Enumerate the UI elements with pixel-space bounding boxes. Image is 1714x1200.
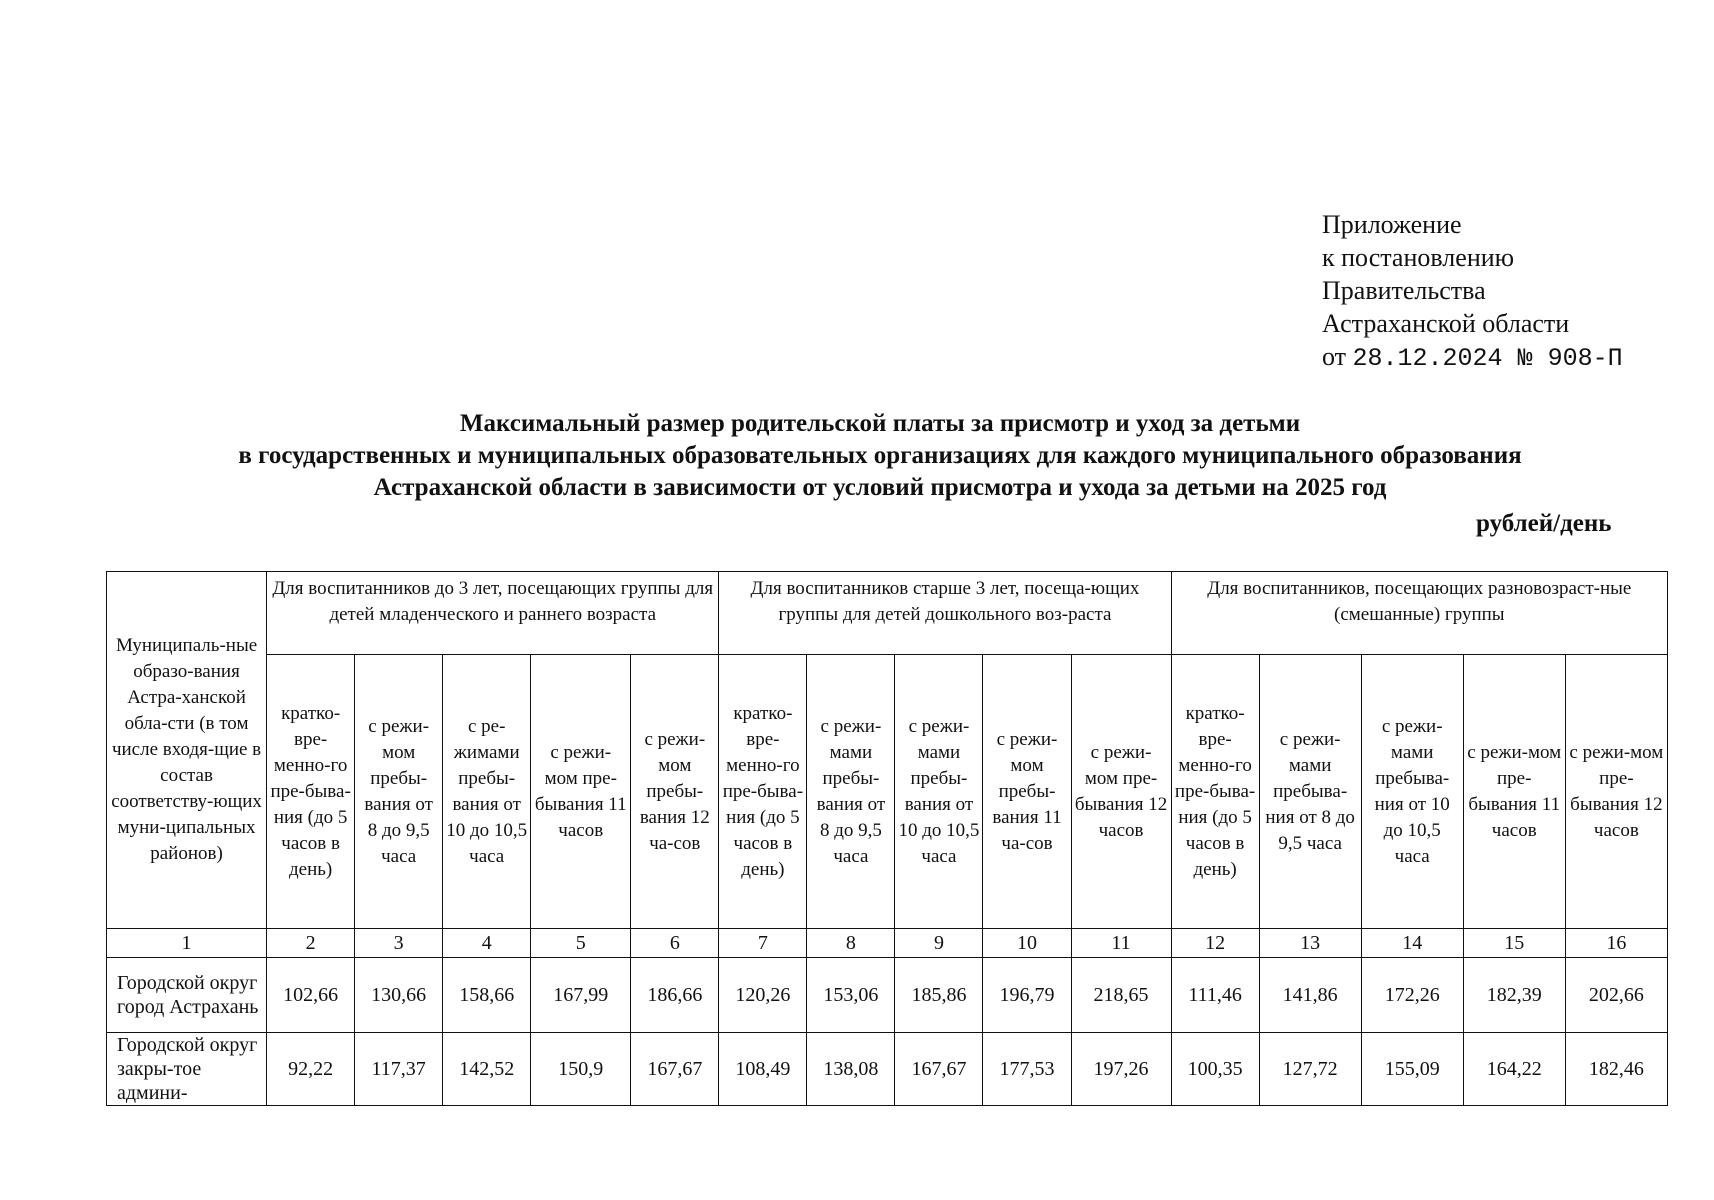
column-number: 8: [807, 929, 895, 958]
document-title: [0, 408, 1714, 504]
appendix-line-2: к постановлению: [1322, 243, 1515, 272]
subheader-cell: с режи-мом пре-бывания 12 часов: [1565, 655, 1667, 929]
group-header-mixed: Для воспитанников, посещающих разновозраст-ные (смешанные) группы: [1171, 572, 1667, 655]
appendix-date: [1322, 340, 1623, 375]
subheader-cell: с режи-мом пребы-вания 11 ча-сов: [983, 655, 1071, 929]
group-header-row: [107, 572, 1668, 655]
fee-cell: 92,22: [267, 1033, 355, 1106]
column-number: 6: [631, 929, 719, 958]
subheader-cell: с режи-мом пре-бывания 11 часов: [531, 655, 631, 929]
municipality-name: Городской округ закры-тое админи-: [107, 1033, 267, 1106]
subheader-cell: с режи-мами пребыва-ния от 8 до 9,5 часа: [1259, 655, 1361, 929]
fee-cell: 100,35: [1171, 1033, 1259, 1106]
fee-cell: 177,53: [983, 1033, 1071, 1106]
fee-cell: 185,86: [895, 958, 983, 1033]
column-number: 3: [355, 929, 443, 958]
subheader-cell: кратко-вре-менно-го пре-быва-ния (до 5 часов в день): [267, 655, 355, 929]
group-header-under-3: Для воспитанников до 3 лет, посещающих группы для детей младенческого и раннего возраста: [267, 572, 719, 655]
column-number: 9: [895, 929, 983, 958]
column-number: 1: [107, 929, 267, 958]
column-number-row: [107, 929, 1668, 958]
fee-cell: 150,9: [531, 1033, 631, 1106]
appendix-block: [1322, 208, 1623, 375]
fee-cell: 108,49: [719, 1033, 807, 1106]
appendix-date-number: 28.12.2024 № 908-П: [1352, 344, 1623, 373]
fee-cell: 164,22: [1463, 1033, 1565, 1106]
title-line-2: в государственных и муниципальных образовательных организациях для каждого муниципального образования: [238, 442, 1522, 469]
column-number: 13: [1259, 929, 1361, 958]
column-number: 4: [443, 929, 531, 958]
fee-cell: 202,66: [1565, 958, 1667, 1033]
fee-cell: 158,66: [443, 958, 531, 1033]
fee-cell: 130,66: [355, 958, 443, 1033]
group-header-over-3: Для воспитанников старше 3 лет, посеща-ющих группы для детей дошкольного воз-раста: [719, 572, 1171, 655]
fee-cell: 117,37: [355, 1033, 443, 1106]
column-number: 7: [719, 929, 807, 958]
subheader-cell: с режи-мом пре-бывания 11 часов: [1463, 655, 1565, 929]
subheader-cell: кратко-вре-менно-го пре-быва-ния (до 5 часов в день): [719, 655, 807, 929]
subheader-row: [107, 655, 1668, 929]
subheader-cell: с ре-жимами пребы-вания от 10 до 10,5 часа: [443, 655, 531, 929]
fee-cell: 120,26: [719, 958, 807, 1033]
fee-cell: 153,06: [807, 958, 895, 1033]
fee-cell: 167,99: [531, 958, 631, 1033]
fee-cell: 167,67: [631, 1033, 719, 1106]
fee-cell: 141,86: [1259, 958, 1361, 1033]
fee-cell: 197,26: [1071, 1033, 1171, 1106]
subheader-cell: с режи-мами пребы-вания от 8 до 9,5 часа: [807, 655, 895, 929]
title-line-3: Астраханской области в зависимости от условий присмотра и ухода за детьми на 2025 год: [373, 474, 1387, 501]
column-number: 12: [1171, 929, 1259, 958]
title-line-1: Максимальный размер родительской платы за присмотр и уход за детьми: [459, 410, 1301, 437]
fee-cell: 142,52: [443, 1033, 531, 1106]
fee-cell: 155,09: [1361, 1033, 1463, 1106]
fee-cell: 182,46: [1565, 1033, 1667, 1106]
column-number: 11: [1071, 929, 1171, 958]
table-row: [107, 958, 1668, 1033]
fee-cell: 102,66: [267, 958, 355, 1033]
subheader-cell: с режи-мами пребы-вания от 10 до 10,5 часа: [895, 655, 983, 929]
subheader-cell: кратко-вре-менно-го пре-быва-ния (до 5 часов в день): [1171, 655, 1259, 929]
subheader-cell: с режи-мами пребыва-ния от 10 до 10,5 часа: [1361, 655, 1463, 929]
fee-cell: 182,39: [1463, 958, 1565, 1033]
fee-cell: 186,66: [631, 958, 719, 1033]
fee-table: [106, 571, 1668, 1106]
appendix-line-1: Приложение: [1322, 210, 1462, 239]
subheader-cell: с режи-мом пре-бывания 12 часов: [1071, 655, 1171, 929]
subheader-cell: с режи-мом пребы-вания от 8 до 9,5 часа: [355, 655, 443, 929]
fee-cell: 138,08: [807, 1033, 895, 1106]
units-label: рублей/день: [1476, 510, 1612, 537]
fee-cell: 218,65: [1071, 958, 1171, 1033]
column-number: 10: [983, 929, 1071, 958]
fee-cell: 167,67: [895, 1033, 983, 1106]
appendix-line-4: Астраханской области: [1322, 309, 1570, 338]
column-number: 14: [1361, 929, 1463, 958]
appendix-line-3: Правительства: [1322, 276, 1486, 305]
column-number: 2: [267, 929, 355, 958]
fee-cell: 111,46: [1171, 958, 1259, 1033]
column-number: 16: [1565, 929, 1667, 958]
column-number: 15: [1463, 929, 1565, 958]
subheader-cell: с режи-мом пребы-вания 12 ча-сов: [631, 655, 719, 929]
municipality-name: Городской округ город Астрахань: [107, 958, 267, 1033]
municipality-header: Муниципаль-ные образо-вания Астра-ханской обла-сти (в том числе входя-щие в состав соответству-ющих муни-ципальных районов): [107, 572, 267, 929]
fee-cell: 127,72: [1259, 1033, 1361, 1106]
fee-cell: 196,79: [983, 958, 1071, 1033]
table-row: [107, 1033, 1668, 1106]
fee-cell: 172,26: [1361, 958, 1463, 1033]
column-number: 5: [531, 929, 631, 958]
appendix-date-prefix: от: [1322, 342, 1347, 371]
